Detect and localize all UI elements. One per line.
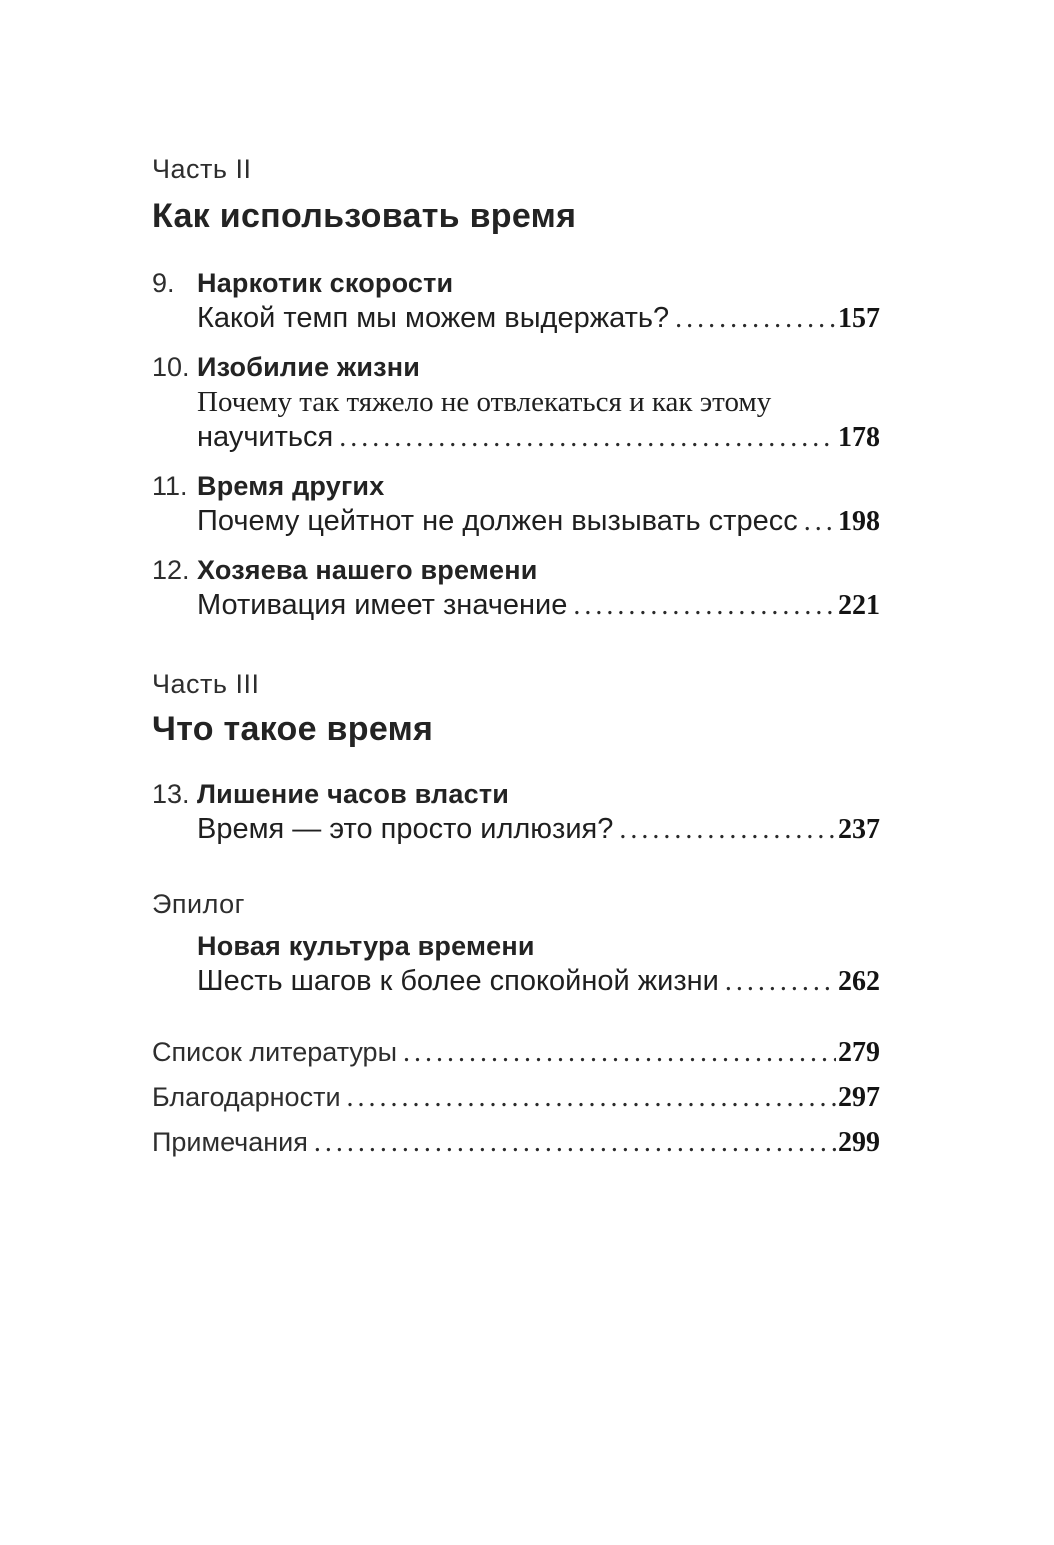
dot-leader <box>798 504 836 539</box>
toc-entry-chapter-12 <box>152 553 880 623</box>
page-number: 279 <box>838 1037 880 1068</box>
dot-leader <box>333 420 836 455</box>
dot-leader <box>613 812 836 847</box>
part-section <box>152 152 880 238</box>
toc-entry-chapter-11 <box>152 469 880 539</box>
chapter-subtitle-line1: Почему так тяжело не отвлекаться и как этому <box>197 386 772 418</box>
page-number: 178 <box>838 422 880 453</box>
chapter-title: Хозяева нашего времени <box>197 555 538 585</box>
chapter-number: 13. <box>152 779 190 809</box>
part-title: Что такое время <box>152 710 434 748</box>
chapter-subtitle: Какой темп мы можем выдержать? <box>197 302 670 334</box>
toc-entry-chapter-13 <box>152 777 880 847</box>
dot-leader <box>397 1035 836 1070</box>
chapter-list <box>152 266 880 623</box>
dot-leader <box>308 1125 836 1160</box>
chapter-subtitle: Время — это просто иллюзия? <box>197 813 614 845</box>
backmatter-title: Благодарности <box>152 1082 341 1112</box>
page-number: 262 <box>838 966 880 997</box>
page-number: 237 <box>838 814 880 845</box>
dot-leader <box>567 588 836 623</box>
part-title: Как использовать время <box>152 197 577 235</box>
part-label: Часть III <box>152 669 260 699</box>
chapter-number: 10. <box>152 352 190 382</box>
dot-leader <box>341 1080 836 1115</box>
chapter-title: Время других <box>197 471 385 501</box>
chapter-title: Наркотик скорости <box>197 268 454 298</box>
part-label: Часть II <box>152 154 252 184</box>
backmatter-title: Список литературы <box>152 1037 397 1067</box>
chapter-number: 12. <box>152 555 190 585</box>
toc-entry-chapter-10 <box>152 350 880 455</box>
epilogue-section <box>152 887 880 999</box>
page-number: 297 <box>838 1082 880 1113</box>
page-number: 157 <box>838 303 880 334</box>
toc-entry-chapter-9 <box>152 266 880 336</box>
chapter-title: Лишение часов власти <box>197 779 510 809</box>
epilogue-title: Новая культура времени <box>197 931 535 961</box>
chapter-subtitle: Мотивация имеет значение <box>197 589 568 621</box>
chapter-number: 11. <box>152 471 188 501</box>
toc-entry-acknowledgements <box>152 1080 880 1115</box>
toc-entry-bibliography <box>152 1035 880 1070</box>
backmatter-title: Примечания <box>152 1127 308 1157</box>
page-number: 198 <box>838 506 880 537</box>
page-number: 221 <box>838 590 880 621</box>
chapter-subtitle: Почему цейтнот не должен вызывать стресс <box>197 505 798 537</box>
dot-leader <box>669 301 836 336</box>
chapter-list <box>152 777 880 847</box>
chapter-subtitle-line2: научиться <box>197 421 334 453</box>
epilogue-label: Эпилог <box>152 889 246 919</box>
chapter-title: Изобилие жизни <box>197 352 421 382</box>
part-section <box>152 667 880 751</box>
toc-entry-notes <box>152 1125 880 1160</box>
dot-leader <box>719 964 836 999</box>
backmatter-section <box>152 1035 880 1160</box>
epilogue-subtitle: Шесть шагов к более спокойной жизни <box>197 965 719 997</box>
page-number: 299 <box>838 1127 880 1158</box>
chapter-number: 9. <box>152 268 175 298</box>
